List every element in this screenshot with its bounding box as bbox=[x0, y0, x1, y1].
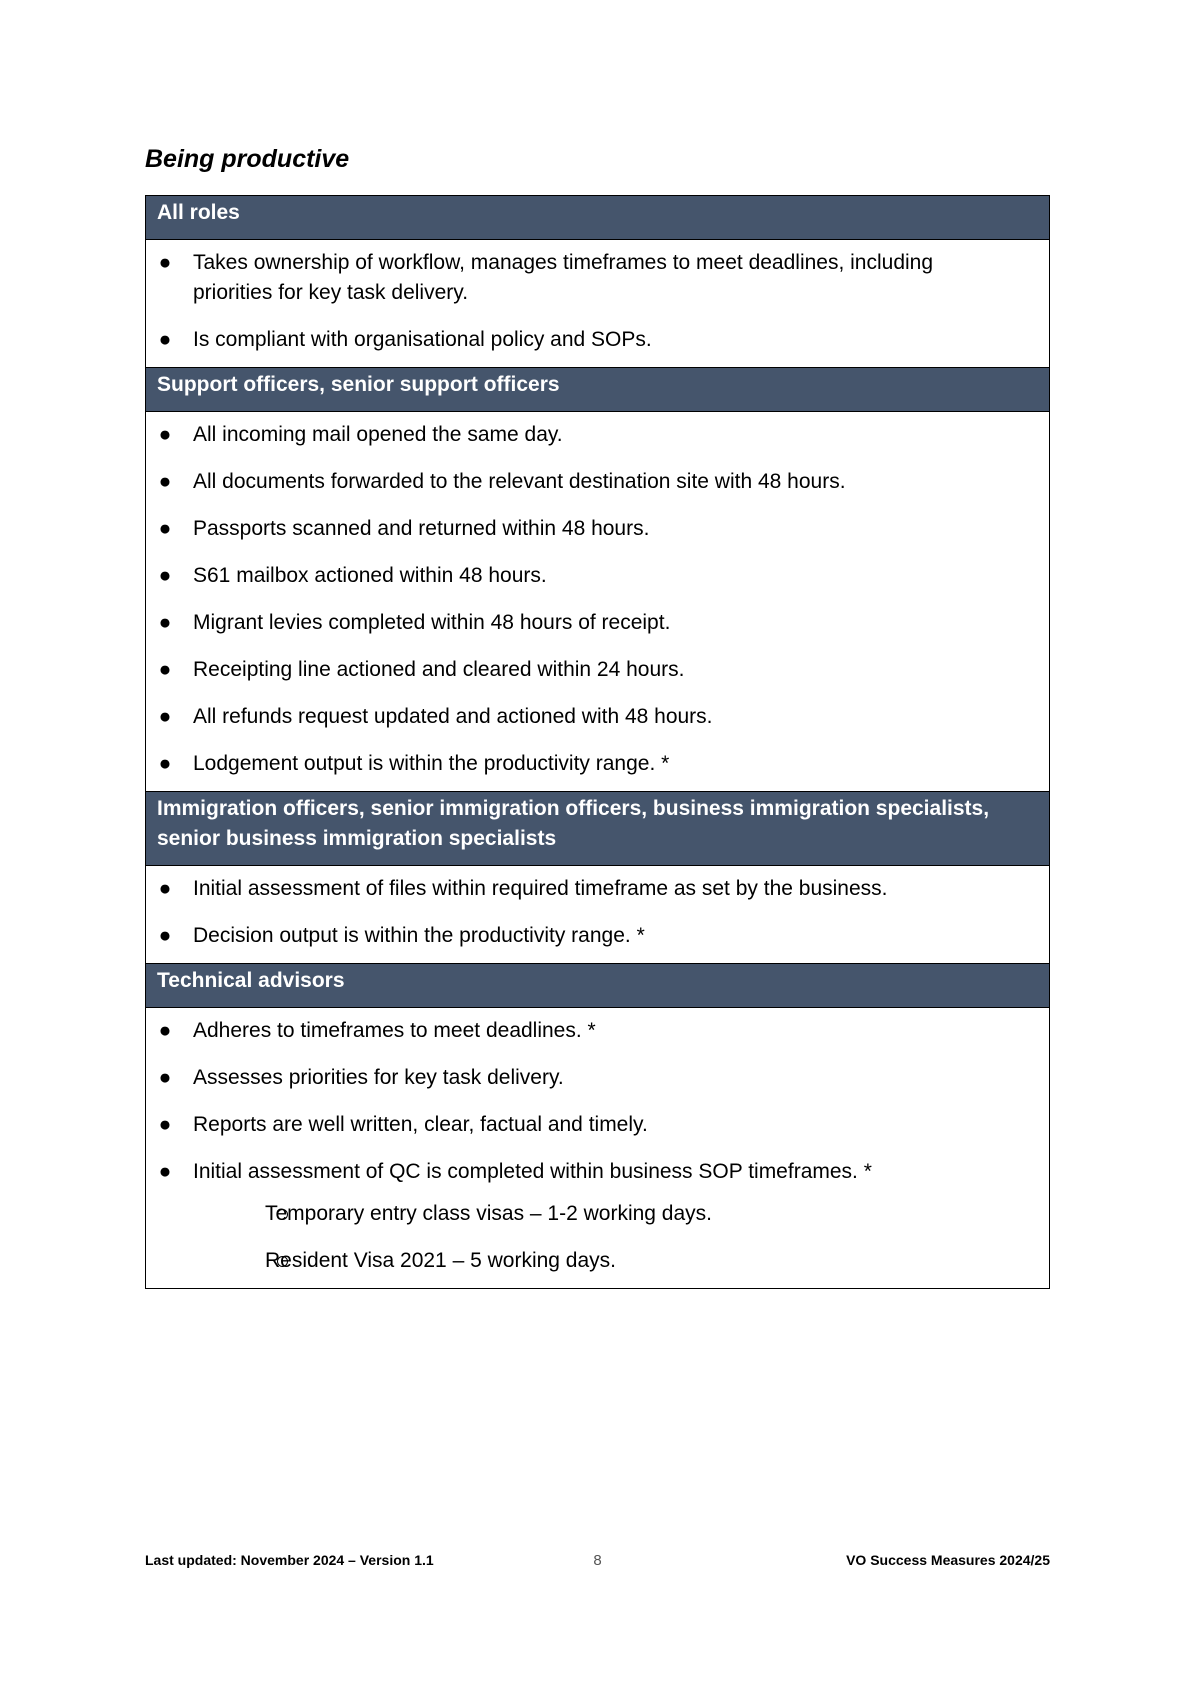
measures-table bbox=[145, 195, 1050, 1289]
list-item bbox=[146, 874, 1049, 904]
bullet-icon: ● bbox=[158, 658, 172, 681]
list-item bbox=[146, 702, 1049, 732]
section-all-roles bbox=[146, 196, 1049, 367]
list-item-text: Assesses priorities for key task delivery. bbox=[193, 1066, 564, 1089]
bullet-icon: ● bbox=[158, 470, 172, 493]
bullet-icon: ● bbox=[158, 1019, 172, 1042]
list-item-text: Decision output is within the productivity range. * bbox=[193, 924, 645, 947]
bullet-icon: ● bbox=[158, 752, 172, 775]
bullet-icon: ● bbox=[158, 423, 172, 446]
list-item bbox=[146, 561, 1049, 591]
section-heading: Immigration officers, senior immigration officers, business immigration specialists, senior business immigration specialists bbox=[146, 791, 1049, 866]
sub-bullet-list bbox=[193, 1199, 1009, 1276]
bullet-icon: ● bbox=[158, 564, 172, 587]
bullet-icon: ● bbox=[158, 1160, 172, 1183]
bullet-icon: ● bbox=[158, 877, 172, 900]
list-item-text: Passports scanned and returned within 48 hours. bbox=[193, 517, 650, 540]
list-item-text: Initial assessment of files within required timeframe as set by the business. bbox=[193, 877, 888, 900]
list-item bbox=[146, 1157, 1049, 1276]
list-item bbox=[146, 749, 1049, 779]
section-body bbox=[146, 412, 1049, 791]
sub-list-item bbox=[193, 1246, 1009, 1276]
section-heading: Technical advisors bbox=[146, 963, 1049, 1008]
list-item-text: All incoming mail opened the same day. bbox=[193, 423, 563, 446]
circle-bullet-icon bbox=[277, 1256, 288, 1267]
list-item bbox=[146, 248, 1049, 308]
section-immigration-officers bbox=[146, 791, 1049, 963]
bullet-list bbox=[146, 874, 1049, 951]
sub-list-item-text: Resident Visa 2021 – 5 working days. bbox=[265, 1249, 616, 1272]
circle-bullet-icon bbox=[277, 1209, 288, 1220]
list-item bbox=[146, 655, 1049, 685]
footer-document-title: VO Success Measures 2024/25 bbox=[846, 1552, 1050, 1568]
list-item-text: Initial assessment of QC is completed within business SOP timeframes. * bbox=[193, 1160, 872, 1183]
bullet-list bbox=[146, 248, 1049, 355]
section-body bbox=[146, 240, 1049, 367]
section-technical-advisors bbox=[146, 963, 1049, 1288]
page-number: 8 bbox=[593, 1552, 602, 1569]
sub-list-item bbox=[193, 1199, 1009, 1229]
bullet-list bbox=[146, 1016, 1049, 1276]
list-item-text: S61 mailbox actioned within 48 hours. bbox=[193, 564, 547, 587]
list-item-text: Receipting line actioned and cleared within 24 hours. bbox=[193, 658, 685, 681]
bullet-icon: ● bbox=[158, 924, 172, 947]
page-title: Being productive bbox=[145, 145, 350, 173]
list-item-text: Reports are well written, clear, factual and timely. bbox=[193, 1113, 648, 1136]
list-item-text: Migrant levies completed within 48 hours of receipt. bbox=[193, 611, 671, 634]
section-body bbox=[146, 1008, 1049, 1288]
list-item-text: Lodgement output is within the productivity range. * bbox=[193, 752, 670, 775]
list-item bbox=[146, 325, 1049, 355]
sub-list-item-text: Temporary entry class visas – 1-2 working days. bbox=[265, 1202, 712, 1225]
bullet-icon: ● bbox=[158, 517, 172, 540]
bullet-icon: ● bbox=[158, 1113, 172, 1136]
list-item bbox=[146, 1110, 1049, 1140]
bullet-icon: ● bbox=[158, 1066, 172, 1089]
bullet-icon: ● bbox=[158, 705, 172, 728]
footer-last-updated: Last updated: November 2024 – Version 1.1 bbox=[145, 1552, 434, 1568]
list-item-text: Is compliant with organisational policy and SOPs. bbox=[193, 328, 652, 351]
list-item bbox=[146, 420, 1049, 450]
section-support-officers bbox=[146, 367, 1049, 791]
section-body bbox=[146, 866, 1049, 963]
section-heading: Support officers, senior support officers bbox=[146, 367, 1049, 412]
list-item-text: Adheres to timeframes to meet deadlines. * bbox=[193, 1019, 596, 1042]
section-heading: All roles bbox=[146, 196, 1049, 240]
list-item-text: All refunds request updated and actioned with 48 hours. bbox=[193, 705, 713, 728]
bullet-icon: ● bbox=[158, 328, 172, 351]
list-item bbox=[146, 921, 1049, 951]
bullet-icon: ● bbox=[158, 251, 172, 274]
list-item bbox=[146, 1016, 1049, 1046]
bullet-icon: ● bbox=[158, 611, 172, 634]
list-item bbox=[146, 514, 1049, 544]
list-item bbox=[146, 608, 1049, 638]
page-footer bbox=[145, 1552, 1050, 1574]
list-item bbox=[146, 467, 1049, 497]
list-item-text: Takes ownership of workflow, manages timeframes to meet deadlines, including priorities for key task delivery. bbox=[193, 251, 934, 304]
bullet-list bbox=[146, 420, 1049, 779]
list-item bbox=[146, 1063, 1049, 1093]
list-item-text: All documents forwarded to the relevant destination site with 48 hours. bbox=[193, 470, 846, 493]
